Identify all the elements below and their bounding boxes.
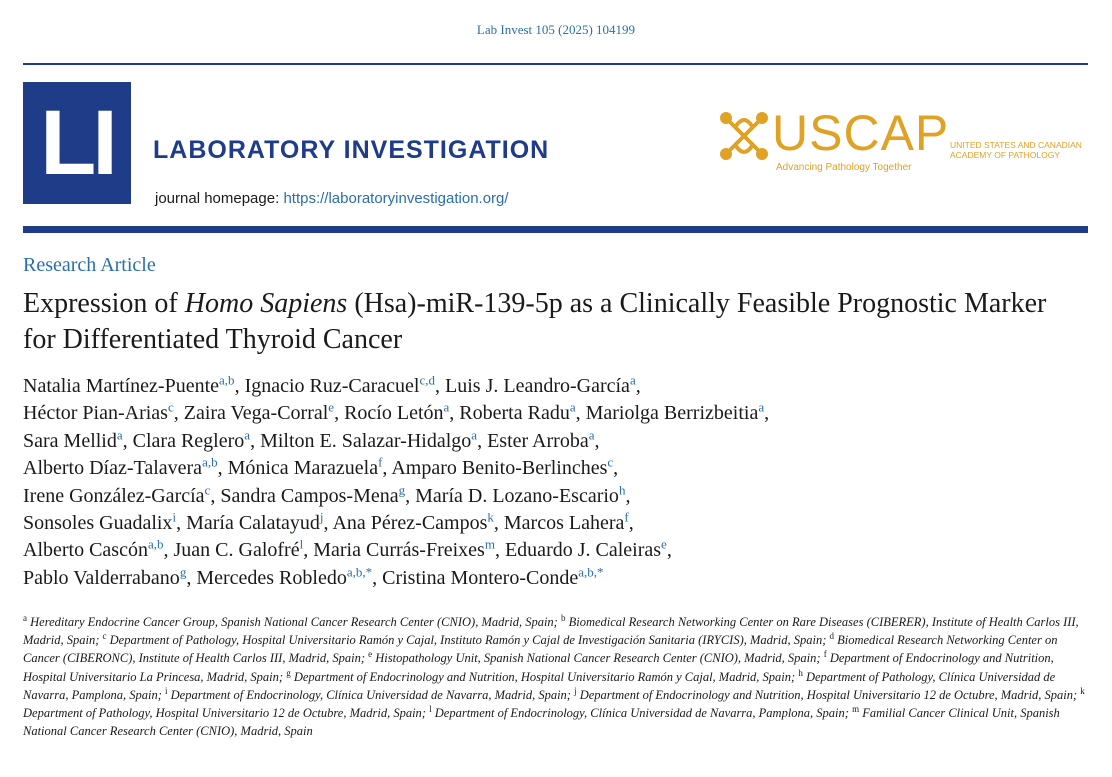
author-affiliation-link[interactable]: k (487, 509, 494, 525)
journal-name: LABORATORY INVESTIGATION (153, 136, 550, 164)
affiliation-key: b (560, 612, 566, 623)
uscap-tagline: Advancing Pathology Together (776, 162, 912, 173)
author-affiliation-link[interactable]: l (299, 536, 304, 552)
author-affiliation-link[interactable]: h (618, 481, 626, 497)
affiliation-key: k (1080, 685, 1085, 696)
author-affiliation-link[interactable]: a,b,* (578, 564, 604, 580)
affiliation-text: Biomedical Research Networking Center on Cancer (CIBERONC), Institute of Health Carlos III, Madrid, Spain; (23, 633, 1058, 666)
author-affiliation-link[interactable]: a (471, 427, 478, 443)
author (220, 481, 406, 507)
author (23, 564, 187, 589)
author (23, 372, 235, 397)
homepage-link[interactable]: https://laboratoryinvestigation.org/ (283, 190, 509, 207)
uscap-full-name: UNITED STATES AND CANADIAN ACADEMY OF PATHOLOGY (950, 140, 1082, 160)
affiliation-text: Histopathology Unit, Spanish National Cancer Research Center (CNIO), Madrid, Spain; (372, 651, 824, 666)
author (487, 427, 595, 452)
affiliation-text: Department of Endocrinology, Clínica Universidad de Navarra, Madrid, Spain; (167, 687, 575, 702)
author (459, 399, 576, 425)
author (344, 399, 450, 425)
author-name: Natalia Martínez-Puente (23, 375, 220, 397)
author-name: Sara Mellid (23, 429, 117, 452)
author-affiliation-link[interactable]: f (378, 454, 383, 470)
author (173, 536, 304, 562)
author-name: Marcos Lahera (503, 512, 625, 535)
author-name: Ester Arroba (487, 429, 589, 452)
affiliation-key: i (165, 685, 168, 696)
header-bottom-rule (23, 226, 1088, 233)
author-name: Maria Currás-Freixes (313, 539, 485, 562)
author-affiliation-link[interactable]: m (484, 536, 495, 552)
author-name: Alberto Cascón (23, 539, 148, 562)
author (132, 427, 251, 452)
author (445, 372, 636, 397)
affiliation-text: Department of Endocrinology, Clínica Universidad de Navarra, Pamplona, Spain; (431, 706, 853, 721)
author-name: Roberta Radu (459, 402, 570, 425)
author-affiliation-link[interactable]: g (179, 564, 187, 580)
uscap-logo-text: USCAP (772, 105, 950, 161)
author (332, 509, 494, 535)
author-name: Héctor Pian-Arias (23, 402, 168, 425)
journal-citation: Lab Invest 105 (2025) 104199 (476, 22, 636, 37)
journal-logo: LI (23, 82, 131, 204)
affiliation-key: m (852, 703, 860, 714)
author-affiliation-link[interactable]: a (116, 427, 123, 443)
title-part-2: (Hsa)-miR-139-5p as a Clinically Feasible Prognostic Marker for Differentiated Thyroid Cancer (23, 288, 1047, 355)
author-name: Milton E. Salazar-Hidalgo (260, 429, 472, 452)
author-name: María D. Lozano-Escario (415, 484, 619, 507)
affiliation-text: Department of Endocrinology and Nutrition, Hospital Universitario La Princesa, Madrid, Spain; (23, 651, 1054, 684)
author (260, 427, 478, 452)
author (23, 454, 218, 480)
affiliation-key: g (286, 667, 291, 678)
author-affiliation-link[interactable]: a (244, 427, 251, 443)
title-italic: Homo Sapiens (184, 288, 348, 319)
author-affiliation-link[interactable]: c,d (419, 372, 436, 388)
author (504, 536, 667, 562)
affiliation-key: d (829, 631, 834, 642)
author-name: Clara Reglero (132, 429, 245, 452)
author-affiliation-link[interactable]: a,b,* (346, 564, 373, 580)
author-affiliation-link[interactable]: c (607, 454, 614, 470)
journal-homepage (155, 190, 509, 207)
homepage-label: journal homepage: (155, 190, 284, 207)
author-list: Natalia Martínez-Puente$^{a,b}$, Ignacio Ruz-Caracuel$^{c,d}$, Luis J. Leandro-García$^a$, Héctor Pian-Arias$^c$, Zaira Vega-Corral$^e$, Rocío Letón$^a$, Roberta Radu$^a$, Mariolga Berrizbeitia$^a$, Sara Mellid$^a$, Clara Reglero$^a$, Milton E. Salazar-Hidalgo$^a$, Ester Arroba$^a$, Alberto Díaz-Talavera$^{a,b}$, Mónica Marazuela$^f$, Amparo Benito-Berlinches$^c$, Irene González-García$^c$, Sandra Campos-Mena$^g$, María D. Lozano-Escario$^h$, Sonsoles Guadalix$^i$, María Calatayud$^j$, Ana Pérez-Campos$^k$, Marcos Lahera$^f$, Alberto Cascón$^{a,b}$, Juan C. Galofré$^l$, Maria Currás-Freixes$^m$, Eduardo J. Caleiras$^e$, Pablo Valderrabano$^g$, Mercedes Robledo$^{a,b,*}$, Cristina Montero-Conde$^{a,b,*}$ (23, 372, 770, 589)
author-affiliation-link[interactable]: f (624, 509, 629, 525)
author-name: Zaira Vega-Corral (183, 402, 329, 425)
author-name: Ignacio Ruz-Caracuel (244, 375, 420, 397)
author-name: María Calatayud (186, 512, 320, 535)
author (313, 536, 495, 562)
author-affiliation-link[interactable]: a (758, 399, 765, 415)
author (585, 399, 765, 425)
affiliation-text: Department of Pathology, Hospital Universitario 12 de Octubre, Madrid, Spain; (23, 706, 430, 721)
author-name: Sandra Campos-Mena (220, 484, 399, 507)
author-affiliation-link[interactable]: a (588, 427, 595, 443)
author-name: Alberto Díaz-Talavera (23, 457, 203, 480)
author-name: Mercedes Robledo (196, 566, 347, 589)
author (227, 454, 383, 480)
author-affiliation-link[interactable]: a,b (202, 454, 218, 470)
author (503, 509, 629, 535)
author-affiliation-link[interactable]: a,b (219, 372, 235, 388)
author-name: Pablo Valderrabano (23, 566, 180, 589)
author (183, 399, 335, 425)
author-affiliation-link[interactable]: j (319, 509, 324, 525)
affiliation-text: Biomedical Research Networking Center on Rare Diseases (CIBERER), Institute of Health Carlos III, Madrid, Spain; (23, 615, 1079, 648)
author-affiliation-link[interactable]: i (172, 509, 177, 525)
author-name: Eduardo J. Caleiras (504, 539, 662, 562)
author-affiliation-link[interactable]: a,b (147, 536, 164, 552)
header-rule (23, 63, 1088, 65)
affiliation-key: h (798, 667, 803, 678)
author-affiliation-link[interactable]: c (204, 481, 211, 497)
author (186, 509, 324, 535)
author (23, 399, 174, 425)
affiliation-text: Department of Endocrinology and Nutrition, Hospital Universitario 12 de Octubre, Madrid, Spain; (576, 687, 1081, 702)
author-affiliation-link[interactable]: c (167, 399, 174, 415)
article-title (23, 286, 1083, 358)
author-affiliation-link[interactable]: e (328, 399, 335, 415)
author-name: Amparo Benito-Berlinches (391, 457, 608, 480)
author-name: Luis J. Leandro-García (445, 375, 630, 397)
author (244, 372, 436, 397)
author-name: Mónica Marazuela (227, 457, 379, 480)
author-affiliation-link[interactable]: a (629, 372, 636, 388)
author-affiliation-link[interactable]: e (661, 536, 667, 552)
author-affiliation-link[interactable]: g (398, 481, 406, 497)
author-name: Sonsoles Guadalix (23, 512, 173, 535)
affiliation-text: Department of Pathology, Clínica Universidad de Navarra, Pamplona, Spain; (23, 669, 1056, 702)
author-name: Rocío Letón (344, 402, 444, 425)
author-name: Cristina Montero-Conde (382, 566, 579, 589)
author-name: Mariolga Berrizbeitia (585, 402, 759, 425)
affiliation-key: f (823, 649, 827, 660)
title-part-1: Expression of (23, 288, 185, 319)
affiliation-key: a (23, 612, 27, 623)
uscap-logo-icon (718, 108, 770, 164)
author-affiliation-link[interactable]: a (569, 399, 576, 415)
author (415, 481, 626, 507)
author-name: Juan C. Galofré (173, 539, 300, 562)
affiliation-list (23, 613, 1089, 740)
author-name: Ana Pérez-Campos (332, 512, 488, 535)
author (23, 427, 123, 452)
affiliation-key: j (574, 685, 577, 696)
affiliation-key: e (368, 649, 373, 660)
author (391, 454, 614, 480)
author (196, 564, 373, 589)
author-affiliation-link[interactable]: a (443, 399, 450, 415)
affiliation-text: Department of Pathology, Hospital Universitario Ramón y Cajal, Instituto Ramón y Cajal de Investigación Sanitaria (IRYCIS), Madrid, Spain; (106, 633, 830, 648)
author-name: Irene González-García (23, 484, 205, 507)
article-type: Research Article (23, 254, 156, 276)
affiliation-text: Department of Endocrinology and Nutrition, Hospital Universitario Ramón y Cajal, Madrid, Spain; (290, 669, 799, 684)
affiliation-text: Familial Cancer Clinical Unit, Spanish National Cancer Research Center (CNIO), Madrid, Spain (23, 706, 1060, 739)
affiliation-key: c (102, 631, 107, 642)
author (382, 564, 604, 589)
affiliation-key: l (429, 703, 432, 714)
author (23, 536, 164, 562)
author (23, 509, 177, 535)
affiliation-text: Hereditary Endocrine Cancer Group, Spanish National Cancer Research Center (CNIO), Madrid, Spain; (27, 615, 561, 629)
author (23, 481, 211, 507)
